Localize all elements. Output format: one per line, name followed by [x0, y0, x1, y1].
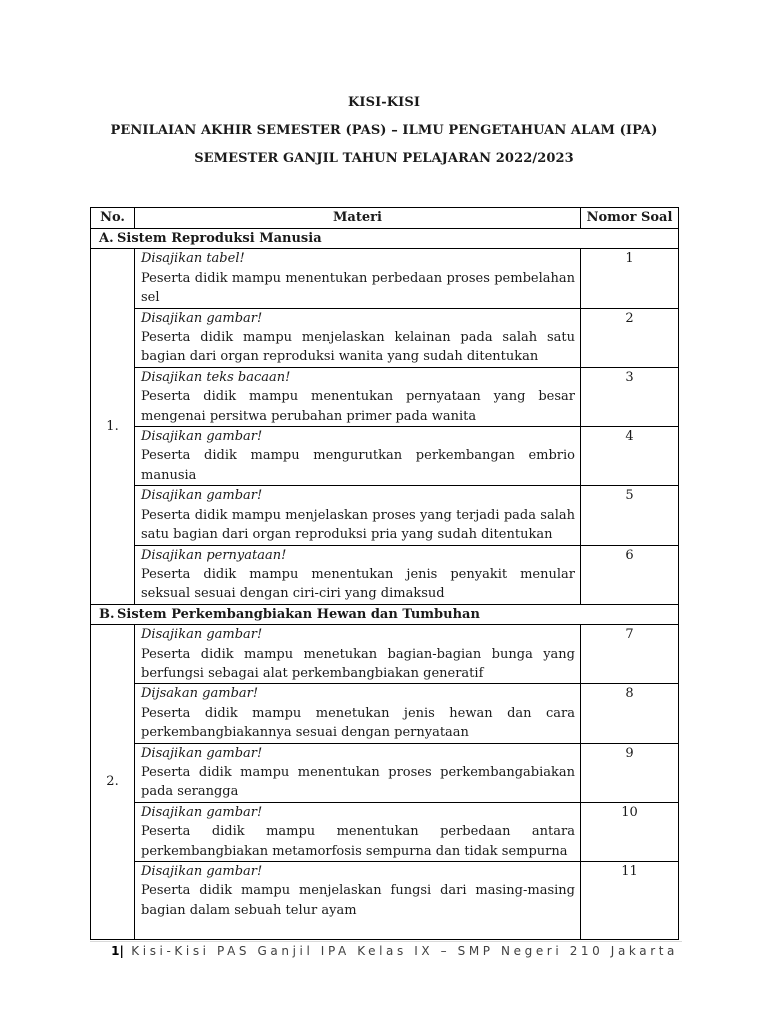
header-nomor-soal: Nomor Soal — [581, 208, 679, 229]
question-number: 9 — [581, 743, 679, 802]
question-number: 2 — [581, 308, 679, 367]
section-number: 1. — [91, 249, 135, 604]
page-number: 1 — [111, 944, 120, 958]
question-number: 5 — [581, 486, 679, 545]
given-instruction: Disajikan gambar! — [141, 864, 263, 879]
question-number: 7 — [581, 625, 679, 684]
materi-cell — [135, 486, 581, 545]
kisi-kisi-table — [90, 207, 679, 940]
indicator-text: Peserta didik mampu menentukan pernyataan yang besar mengenai persitwa perubahan primer pada wanita — [141, 389, 575, 424]
table-row — [91, 427, 679, 486]
section-number: 2. — [91, 625, 135, 940]
materi-cell — [135, 367, 581, 426]
indicator-text: Peserta didik mampu mengurutkan perkembangan embrio manusia — [141, 448, 575, 483]
table-row — [91, 249, 679, 308]
question-number: 1 — [581, 249, 679, 308]
section-letter: A. — [99, 231, 114, 246]
table-row — [91, 367, 679, 426]
table-row — [91, 743, 679, 802]
table-row — [91, 486, 679, 545]
header-no: No. — [91, 208, 135, 229]
table-header-row — [91, 208, 679, 229]
indicator-text: Peserta didik mampu menetukan jenis hewan dan cara perkembangbiakannya sesuai dengan pernyataan — [141, 705, 575, 741]
materi-cell — [135, 308, 581, 367]
indicator-text: Peserta didik mampu menentukan perbedaan antara perkembangbiakan metamorfosis sempurna dan tidak sempurna — [141, 824, 575, 859]
table-row — [91, 802, 679, 861]
indicator-text: Peserta didik mampu menjelaskan kelainan pada salah satu bagian dari organ reproduksi wanita yang sudah ditentukan — [141, 330, 575, 365]
question-number: 3 — [581, 367, 679, 426]
page-footer — [90, 944, 678, 958]
given-instruction: Disajikan gambar! — [141, 310, 263, 326]
indicator-text: Peserta didik mampu menentukan proses perkembangabiakan pada serangga — [141, 764, 575, 800]
footer-divider — [90, 941, 682, 942]
section-row-b — [91, 604, 679, 624]
given-instruction: Disajikan gambar! — [141, 627, 263, 643]
section-title: Sistem Reproduksi Manusia — [117, 231, 322, 246]
table-row — [91, 684, 679, 743]
materi-cell — [135, 427, 581, 486]
question-number: 8 — [581, 684, 679, 743]
given-instruction: Disajikan gambar! — [141, 488, 263, 504]
table-row — [91, 308, 679, 367]
table-row — [91, 862, 679, 940]
materi-cell — [135, 545, 581, 604]
materi-cell — [135, 249, 581, 308]
materi-cell — [135, 802, 581, 861]
indicator-text: Peserta didik mampu menentukan perbedaan proses pembelahan sel — [141, 270, 575, 306]
indicator-text: Peserta didik mampu menjelaskan proses yang terjadi pada salah satu bagian dari organ reproduksi pria yang sudah ditentukan — [141, 507, 575, 543]
given-instruction: Disajikan gambar! — [141, 804, 263, 820]
indicator-text: Peserta didik mampu menjelaskan fungsi dari masing-masing bagian dalam sebuah telur ayam — [141, 883, 575, 918]
section-title-cell — [91, 604, 679, 624]
question-number: 10 — [581, 802, 679, 861]
materi-cell — [135, 862, 581, 940]
materi-cell — [135, 743, 581, 802]
given-instruction: Disajikan teks bacaan! — [141, 369, 291, 385]
section-letter: B. — [99, 606, 115, 622]
document-subtitle: PENILAIAN AKHIR SEMESTER (PAS) – ILMU PENGETAHUAN ALAM (IPA) — [110, 123, 658, 138]
section-row-a — [91, 229, 679, 249]
section-title: Sistem Perkembangbiakan Hewan dan Tumbuhan — [117, 606, 480, 622]
given-instruction: Disajikan pernyataan! — [141, 547, 287, 563]
given-instruction: Dijsakan gambar! — [141, 686, 259, 702]
header-materi: Materi — [135, 208, 581, 229]
given-instruction: Disajikan gambar! — [141, 429, 263, 445]
footer-text: Kisi-Kisi PAS Ganjil IPA Kelas IX – SMP Negeri 210 Jakarta — [131, 944, 678, 958]
footer-separator: | — [119, 944, 124, 958]
document-semester-line: SEMESTER GANJIL TAHUN PELAJARAN 2022/2023 — [194, 151, 574, 166]
given-instruction: Disajikan gambar! — [141, 745, 263, 761]
table-row — [91, 545, 679, 604]
materi-cell — [135, 684, 581, 743]
indicator-text: Peserta didik mampu menetukan bagian-bagian bunga yang berfungsi sebagai alat perkembangbiakan generatif — [141, 646, 575, 681]
indicator-text: Peserta didik mampu menentukan jenis penyakit menular seksual sesuai dengan ciri-ciri yang dimaksud — [141, 566, 575, 602]
given-instruction: Disajikan tabel! — [141, 251, 245, 267]
question-number: 4 — [581, 427, 679, 486]
table-row — [91, 625, 679, 684]
materi-cell — [135, 625, 581, 684]
document-title: KISI-KISI — [348, 95, 420, 110]
section-title-cell — [91, 229, 679, 249]
cell-spacer — [141, 920, 575, 939]
question-number: 6 — [581, 545, 679, 604]
question-number: 11 — [581, 862, 679, 940]
